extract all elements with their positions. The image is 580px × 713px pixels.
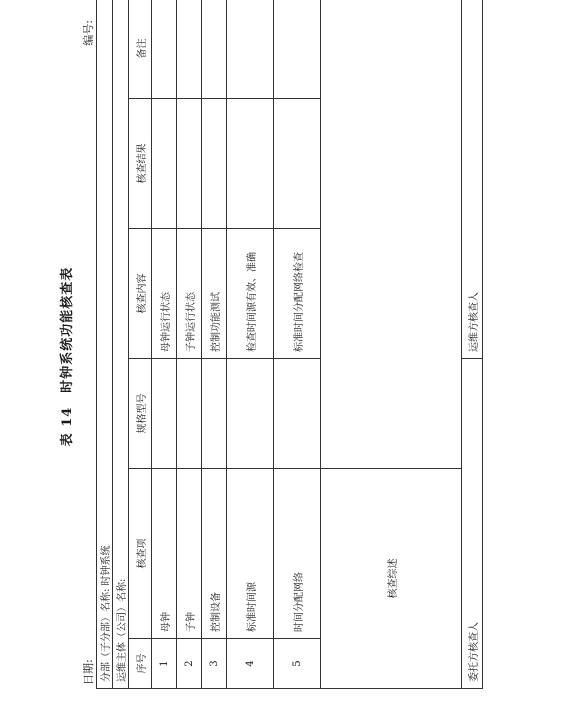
row-content: 检查时间源有效、准确 [227, 229, 274, 359]
signature-row [462, 0, 483, 689]
column-header-row [129, 0, 152, 689]
owner-label: 运维主体（公司）名称: [113, 0, 129, 689]
inspection-table [96, 0, 483, 689]
row-model [152, 359, 177, 469]
row-result [177, 99, 202, 229]
summary-row [321, 0, 462, 689]
row-item: 标准时间源 [227, 469, 274, 639]
subdept-row [97, 0, 113, 689]
row-seq: 3 [202, 639, 227, 689]
row-item: 子钟 [177, 469, 202, 639]
summary-content [321, 0, 462, 469]
row-seq: 1 [152, 639, 177, 689]
client-checker-label: 委托方核查人 [462, 359, 483, 689]
col-model: 规格型号 [129, 359, 152, 469]
row-content: 控制功能测试 [202, 229, 227, 359]
row-item: 母钟 [152, 469, 177, 639]
row-result [152, 99, 177, 229]
row-remark [202, 0, 227, 99]
col-remark: 备注 [129, 0, 152, 99]
col-seq: 序号 [129, 639, 152, 689]
row-model [177, 359, 202, 469]
row-model [202, 359, 227, 469]
row-model [227, 359, 274, 469]
row-item: 时间分配网络 [274, 469, 321, 639]
row-seq: 2 [177, 639, 202, 689]
row-result [202, 99, 227, 229]
owner-row [113, 0, 129, 689]
row-seq: 4 [227, 639, 274, 689]
date-label: 日期: [82, 659, 95, 685]
table-row [177, 0, 202, 689]
summary-label: 核查综述 [321, 469, 462, 689]
row-result [274, 99, 321, 229]
document-title: 表 14 时钟系统功能核查表 [60, 266, 75, 447]
col-result: 核查结果 [129, 99, 152, 229]
table-row [152, 0, 177, 689]
table-row [227, 0, 274, 689]
col-item: 核查项 [129, 469, 152, 639]
col-content: 核查内容 [129, 229, 152, 359]
row-content: 母钟运行状态 [152, 229, 177, 359]
row-content: 子钟运行状态 [177, 229, 202, 359]
row-seq: 5 [274, 639, 321, 689]
row-remark [177, 0, 202, 99]
table-row [274, 0, 321, 689]
code-label: 编号: [82, 20, 95, 46]
row-remark [227, 0, 274, 99]
subdept-label: 分部（子分部）名称: 时钟系统 [97, 0, 113, 689]
row-remark [152, 0, 177, 99]
row-remark [274, 0, 321, 99]
row-result [227, 99, 274, 229]
row-model [274, 359, 321, 469]
row-item: 控制设备 [202, 469, 227, 639]
row-content: 标准时间分配网络检查 [274, 229, 321, 359]
maint-checker-label: 运维方核查人 [462, 0, 483, 359]
table-row [202, 0, 227, 689]
